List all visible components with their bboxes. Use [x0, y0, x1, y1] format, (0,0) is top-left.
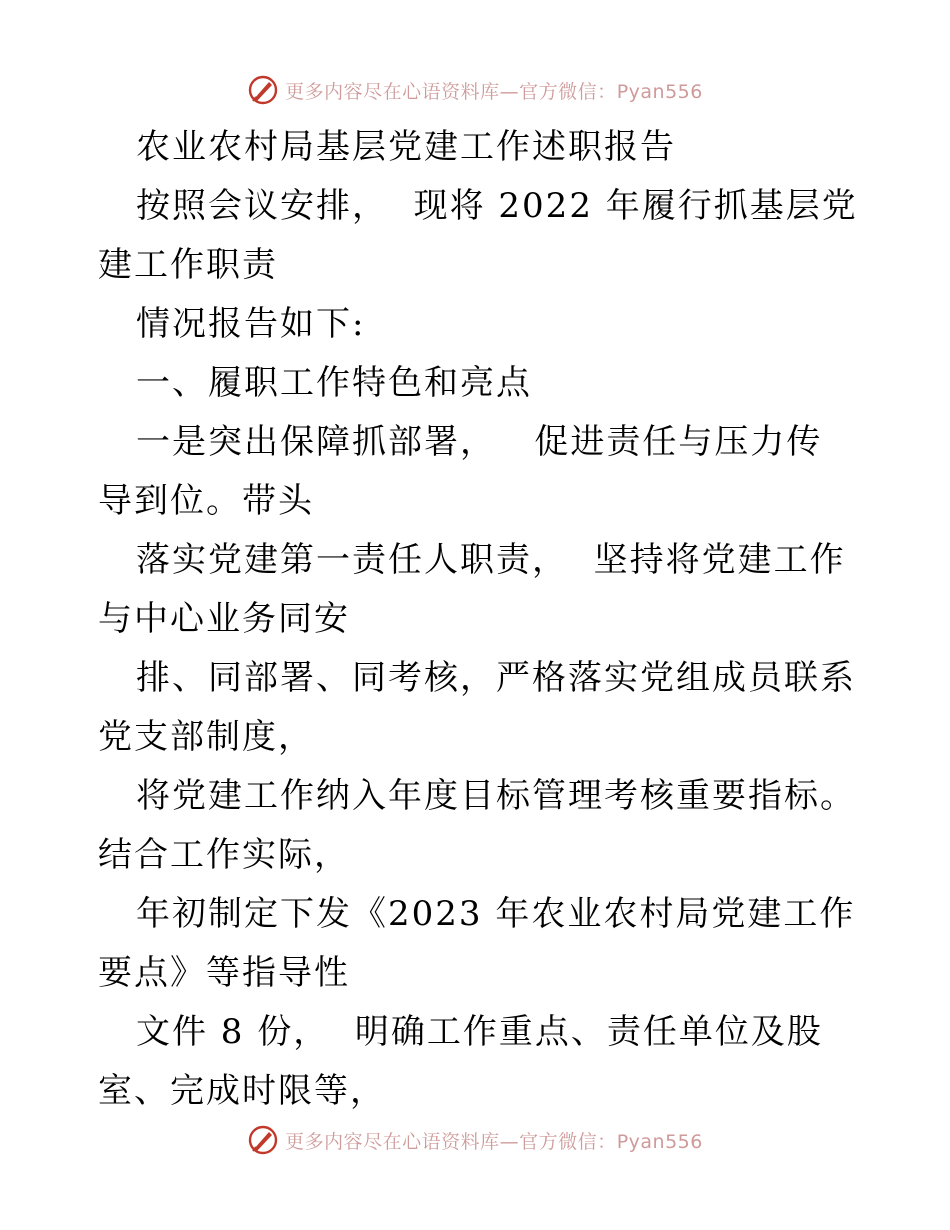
paragraph: 将党建工作纳入年度目标管理考核重要指标。结合工作实际，: [98, 776, 856, 875]
document-body: [98, 118, 858, 1121]
paragraph: 年初制定下发《2023 年农业农村局党建工作要点》等指导性: [98, 894, 856, 993]
paragraph: 按照会议安排， 现将 2022 年履行抓基层党建工作职责: [98, 186, 858, 285]
paragraph: 排、同部署、同考核，严格落实党组成员联系党支部制度，: [98, 658, 856, 757]
quill-pen-circle-icon: [247, 1124, 279, 1156]
watermark-text: 更多内容尽在心语资料库—官方微信：Pyan556: [285, 1130, 703, 1153]
document-title: 农业农村局基层党建工作述职报告: [136, 127, 676, 167]
watermark-text: 更多内容尽在心语资料库—官方微信：Pyan556: [285, 80, 703, 103]
paragraph: 文件 8 份， 明确工作重点、责任单位及股室、完成时限等，: [98, 1012, 823, 1111]
watermark-banner-bottom: [0, 1120, 950, 1160]
quill-pen-circle-icon: [247, 74, 279, 106]
paragraph: 情况报告如下:: [136, 304, 366, 344]
paragraph: 落实党建第一责任人职责， 坚持将党建工作与中心业务同安: [98, 540, 846, 639]
section-heading: 一、履职工作特色和亮点: [136, 363, 532, 403]
watermark-banner-top: [0, 70, 950, 110]
paragraph: 一是突出保障抓部署， 促进责任与压力传导到位。带头: [98, 422, 823, 521]
